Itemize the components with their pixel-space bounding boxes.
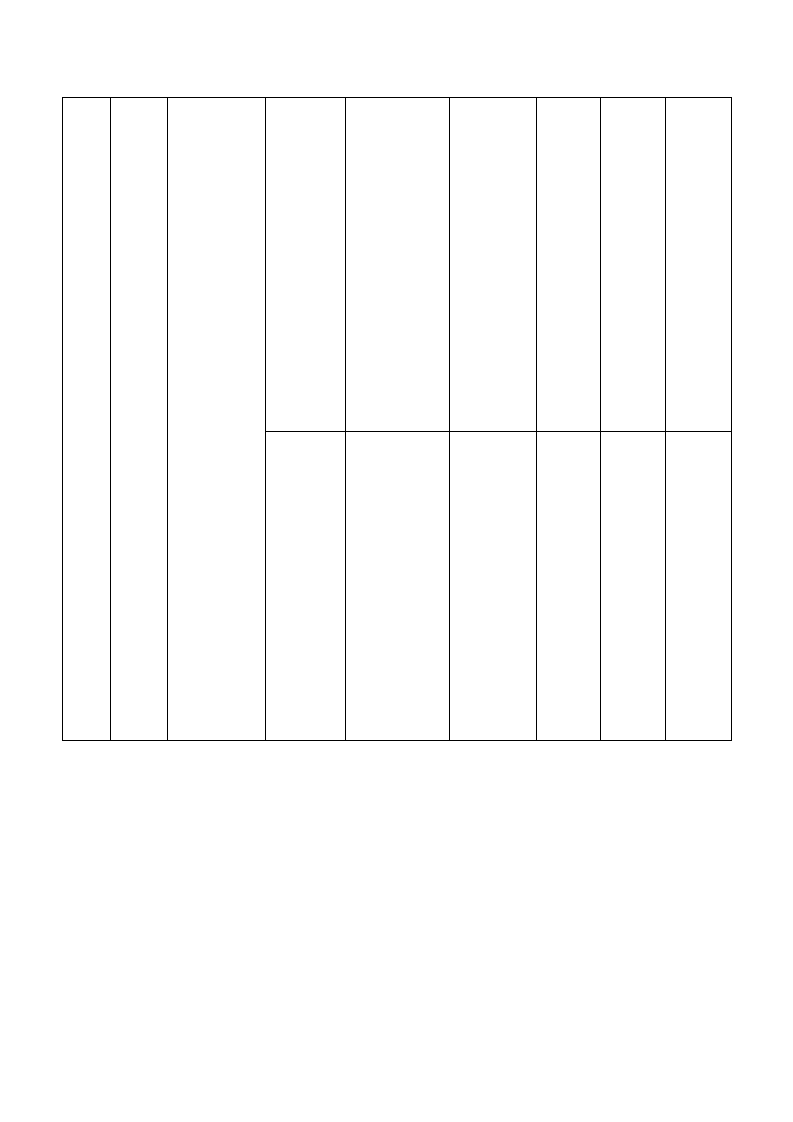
remark-cell: [666, 432, 731, 740]
category-cell: [168, 98, 265, 740]
indicator-cell: [266, 432, 345, 740]
remark-cell: [666, 98, 731, 431]
weight-cell: [537, 98, 600, 431]
empty-cell: [111, 98, 167, 740]
performance-table: [62, 97, 732, 741]
weight-cell: [537, 432, 600, 740]
actual-cell: [450, 98, 536, 431]
target-cell: [346, 98, 449, 431]
target-cell: [346, 432, 449, 740]
actual-cell: [450, 432, 536, 740]
score-cell: [601, 432, 665, 740]
empty-cell: [63, 98, 110, 740]
score-cell: [601, 98, 665, 431]
indicator-cell: [266, 98, 345, 431]
